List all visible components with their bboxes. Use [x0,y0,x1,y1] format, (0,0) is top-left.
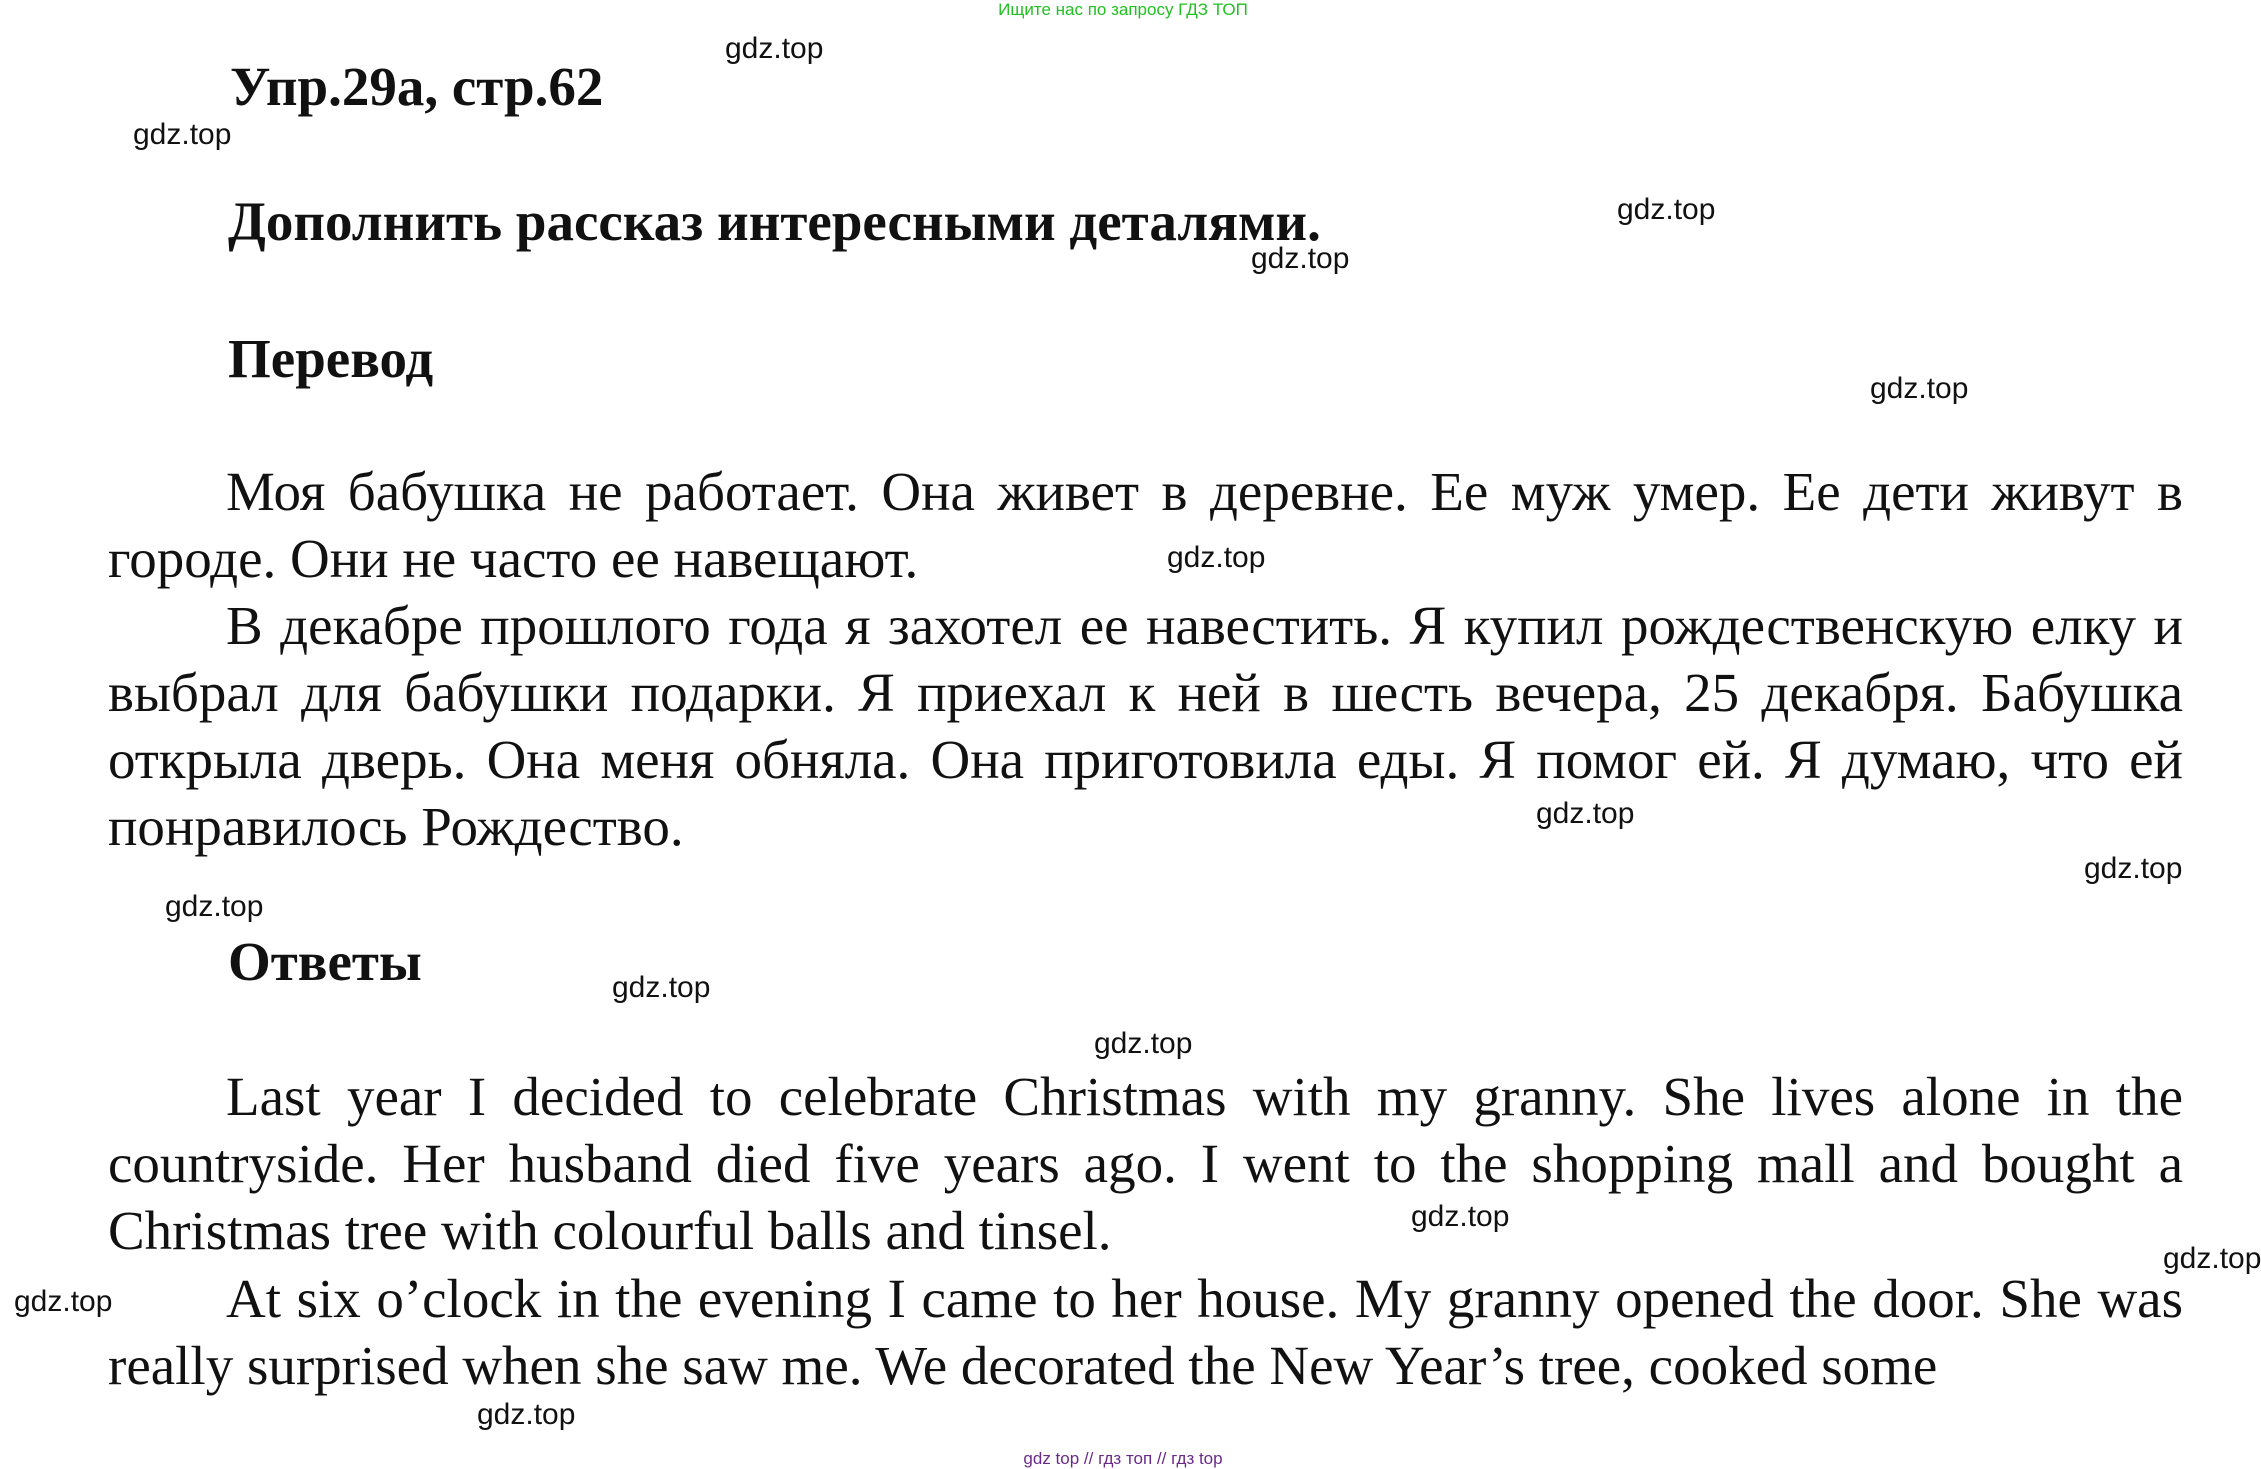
task-heading: Дополнить рассказ интересными деталями. [228,191,1321,252]
watermark: gdz.top [2084,852,2183,885]
translation-paragraph-2 [108,592,2183,860]
watermark: gdz.top [725,32,824,65]
watermark: gdz.top [1411,1200,1510,1233]
answers-heading: Ответы [228,931,422,992]
answer-paragraph-2-text: At six o’clock in the evening I came to her house. My granny opened the door. She was really surprised when she saw me. We decorated the New Year’s tree, cooked some [108,1268,2183,1396]
watermark: gdz.top [477,1398,576,1431]
watermark: gdz.top [14,1285,113,1318]
watermark: gdz.top [1251,242,1350,275]
search-banner: Ищите нас по запросу ГДЗ ТОП [998,0,1248,19]
watermark: gdz.top [1617,193,1716,226]
footer-watermark: gdz top // гдз топ // гдз top [1023,1449,1223,1468]
watermark: gdz.top [133,118,232,151]
watermark: gdz.top [2163,1242,2261,1275]
watermark: gdz.top [165,890,264,923]
answer-paragraph-2 [108,1265,2183,1399]
translation-heading: Перевод [228,328,434,389]
translation-paragraph-1 [108,458,2183,592]
translation-paragraph-2-text: В декабре прошлого года я захотел ее навестить. Я купил рождественскую елку и выбрал для бабушки подарки. Я приехал к ней в шесть вечера, 25 декабря. Бабушка открыла дверь. Она меня обняла. Она приготовила еды. Я помог ей. Я думаю, что ей понравилось Рождество. [108,595,2183,857]
answer-paragraph-1 [108,1063,2183,1264]
translation-paragraph-1-text: Моя бабушка не работает. Она живет в деревне. Ее муж умер. Ее дети живут в городе. Они не часто ее навещают. [108,461,2183,589]
watermark: gdz.top [1536,797,1635,830]
watermark: gdz.top [1094,1027,1193,1060]
exercise-title: Упр.29а, стр.62 [230,56,604,117]
watermark: gdz.top [1167,541,1266,574]
watermark: gdz.top [1870,372,1969,405]
answer-paragraph-1-text: Last year I decided to celebrate Christmas with my granny. She lives alone in the countryside. Her husband died five years ago. I went to the shopping mall and bought a Christmas tree with colourful balls and tinsel. [108,1066,2183,1261]
watermark: gdz.top [612,971,711,1004]
